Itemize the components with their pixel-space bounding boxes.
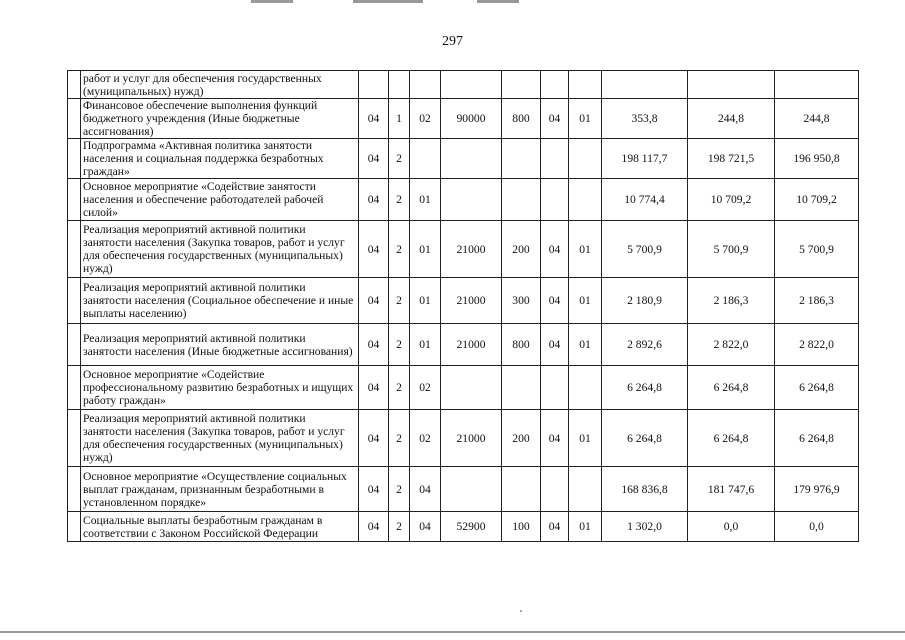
code-cell-rz: 04: [541, 221, 569, 278]
amount-cell-y3: 10 709,2: [775, 179, 859, 221]
code-cell-gp: 04: [359, 366, 389, 410]
code-cell-vr: [502, 71, 541, 99]
page-number: 297: [442, 34, 463, 49]
code-cell-vr: 200: [502, 221, 541, 278]
amount-cell-y2: 6 264,8: [688, 410, 775, 467]
amount-cell-y3: 5 700,9: [775, 221, 859, 278]
code-cell-rz: 04: [541, 324, 569, 366]
amount-cell-y2: 181 747,6: [688, 467, 775, 512]
code-cell-gp: 04: [359, 324, 389, 366]
code-cell-vr: 800: [502, 99, 541, 139]
code-cell-rz: 04: [541, 278, 569, 324]
code-cell-gp: [359, 71, 389, 99]
scan-edge-line: [0, 631, 905, 633]
blank-cell: [68, 278, 81, 324]
scan-edge-mark: [477, 0, 519, 3]
code-cell-pp: 2: [389, 221, 410, 278]
code-cell-om: 02: [410, 410, 441, 467]
row-name: Финансовое обеспечение выполнения функций бюджетного учреждения (Иные бюджетные ассигнования): [81, 99, 359, 139]
code-cell-pr: 01: [569, 512, 602, 542]
amount-cell-y1: 6 264,8: [602, 366, 688, 410]
row-name: Реализация мероприятий активной политики занятости населения (Закупка товаров, работ и услуг для обеспечения государственных (муниципальных) нужд): [81, 221, 359, 278]
row-name: Социальные выплаты безработным гражданам в соответствии с Законом Российской Федерации: [81, 512, 359, 542]
amount-cell-y1: [602, 71, 688, 99]
blank-cell: [68, 71, 81, 99]
table-row: [68, 71, 859, 99]
amount-cell-y3: 6 264,8: [775, 410, 859, 467]
code-cell-pr: 01: [569, 278, 602, 324]
code-cell-rz: [541, 139, 569, 179]
amount-cell-y1: 1 302,0: [602, 512, 688, 542]
code-cell-pp: 1: [389, 99, 410, 139]
code-cell-om: 04: [410, 467, 441, 512]
code-cell-rz: 04: [541, 512, 569, 542]
code-cell-gp: 04: [359, 512, 389, 542]
amount-cell-y3: 0,0: [775, 512, 859, 542]
code-cell-pp: 2: [389, 410, 410, 467]
scan-edge-mark: [353, 0, 423, 3]
code-cell-vr: 300: [502, 278, 541, 324]
code-cell-pp: 2: [389, 366, 410, 410]
code-cell-vr: [502, 139, 541, 179]
code-cell-vr: [502, 366, 541, 410]
code-cell-om: 01: [410, 278, 441, 324]
code-cell-dir: 90000: [441, 99, 502, 139]
code-cell-dir: [441, 179, 502, 221]
row-name: Реализация мероприятий активной политики занятости населения (Закупка товаров, работ и услуг для обеспечения государственных (муниципальных) нужд): [81, 410, 359, 467]
table-row: [68, 410, 859, 467]
row-name: Реализация мероприятий активной политики занятости населения (Иные бюджетные ассигнования): [81, 324, 359, 366]
code-cell-gp: 04: [359, 278, 389, 324]
code-cell-rz: [541, 366, 569, 410]
table-row: [68, 467, 859, 512]
code-cell-vr: 100: [502, 512, 541, 542]
blank-cell: [68, 139, 81, 179]
table-row: [68, 99, 859, 139]
code-cell-vr: 800: [502, 324, 541, 366]
code-cell-rz: [541, 71, 569, 99]
code-cell-pr: 01: [569, 324, 602, 366]
code-cell-dir: [441, 139, 502, 179]
amount-cell-y2: 10 709,2: [688, 179, 775, 221]
table-row: [68, 324, 859, 366]
blank-cell: [68, 366, 81, 410]
code-cell-pp: 2: [389, 278, 410, 324]
code-cell-rz: 04: [541, 410, 569, 467]
code-cell-om: 01: [410, 179, 441, 221]
code-cell-pr: [569, 467, 602, 512]
code-cell-gp: 04: [359, 179, 389, 221]
code-cell-pr: [569, 366, 602, 410]
blank-cell: [68, 467, 81, 512]
code-cell-vr: 200: [502, 410, 541, 467]
amount-cell-y2: 5 700,9: [688, 221, 775, 278]
code-cell-om: [410, 139, 441, 179]
blank-cell: [68, 179, 81, 221]
code-cell-om: [410, 71, 441, 99]
blank-cell: [68, 324, 81, 366]
code-cell-pr: 01: [569, 221, 602, 278]
row-name: Основное мероприятие «Содействие профессиональному развитию безработных и ищущих работу граждан»: [81, 366, 359, 410]
scan-edge-mark: [251, 0, 293, 3]
blank-cell: [68, 99, 81, 139]
code-cell-dir: [441, 467, 502, 512]
amount-cell-y2: 198 721,5: [688, 139, 775, 179]
code-cell-pr: [569, 71, 602, 99]
code-cell-om: 01: [410, 324, 441, 366]
table-row: [68, 139, 859, 179]
code-cell-dir: [441, 366, 502, 410]
code-cell-pr: 01: [569, 410, 602, 467]
amount-cell-y3: 244,8: [775, 99, 859, 139]
code-cell-dir: 21000: [441, 221, 502, 278]
table-row: [68, 179, 859, 221]
code-cell-pp: 2: [389, 139, 410, 179]
amount-cell-y3: 6 264,8: [775, 366, 859, 410]
amount-cell-y1: 10 774,4: [602, 179, 688, 221]
amount-cell-y1: 2 180,9: [602, 278, 688, 324]
code-cell-dir: 52900: [441, 512, 502, 542]
row-name: Подпрограмма «Активная политика занятости населения и социальная поддержка безработных граждан»: [81, 139, 359, 179]
code-cell-dir: [441, 71, 502, 99]
row-name: Основное мероприятие «Содействие занятости населения и обеспечение работодателей рабочей силой»: [81, 179, 359, 221]
code-cell-pr: [569, 179, 602, 221]
code-cell-om: 02: [410, 366, 441, 410]
amount-cell-y3: 179 976,9: [775, 467, 859, 512]
scan-speck: [520, 610, 522, 612]
code-cell-om: 04: [410, 512, 441, 542]
code-cell-pr: [569, 139, 602, 179]
code-cell-rz: [541, 467, 569, 512]
code-cell-gp: 04: [359, 221, 389, 278]
amount-cell-y2: 244,8: [688, 99, 775, 139]
code-cell-dir: 21000: [441, 278, 502, 324]
row-name: Основное мероприятие «Осуществление социальных выплат гражданам, признанным безработными в установленном порядке»: [81, 467, 359, 512]
code-cell-vr: [502, 467, 541, 512]
amount-cell-y3: 196 950,8: [775, 139, 859, 179]
blank-cell: [68, 512, 81, 542]
code-cell-pp: 2: [389, 179, 410, 221]
code-cell-pp: [389, 71, 410, 99]
code-cell-dir: 21000: [441, 324, 502, 366]
amount-cell-y2: [688, 71, 775, 99]
table-row: [68, 221, 859, 278]
code-cell-gp: 04: [359, 410, 389, 467]
code-cell-rz: 04: [541, 99, 569, 139]
blank-cell: [68, 221, 81, 278]
amount-cell-y3: [775, 71, 859, 99]
code-cell-dir: 21000: [441, 410, 502, 467]
code-cell-om: 01: [410, 221, 441, 278]
code-cell-pp: 2: [389, 467, 410, 512]
table-row: [68, 278, 859, 324]
amount-cell-y1: 2 892,6: [602, 324, 688, 366]
amount-cell-y1: 353,8: [602, 99, 688, 139]
amount-cell-y1: 168 836,8: [602, 467, 688, 512]
amount-cell-y1: 6 264,8: [602, 410, 688, 467]
amount-cell-y2: 6 264,8: [688, 366, 775, 410]
amount-cell-y1: 198 117,7: [602, 139, 688, 179]
code-cell-pp: 2: [389, 324, 410, 366]
table-row: [68, 512, 859, 542]
row-name: работ и услуг для обеспечения государственных (муниципальных) нужд): [81, 71, 359, 99]
code-cell-gp: 04: [359, 467, 389, 512]
amount-cell-y2: 2 186,3: [688, 278, 775, 324]
amount-cell-y2: 0,0: [688, 512, 775, 542]
code-cell-vr: [502, 179, 541, 221]
amount-cell-y2: 2 822,0: [688, 324, 775, 366]
code-cell-pr: 01: [569, 99, 602, 139]
blank-cell: [68, 410, 81, 467]
table-row: [68, 366, 859, 410]
amount-cell-y3: 2 822,0: [775, 324, 859, 366]
budget-table: [67, 70, 859, 542]
code-cell-gp: 04: [359, 99, 389, 139]
amount-cell-y1: 5 700,9: [602, 221, 688, 278]
code-cell-rz: [541, 179, 569, 221]
code-cell-om: 02: [410, 99, 441, 139]
amount-cell-y3: 2 186,3: [775, 278, 859, 324]
code-cell-pp: 2: [389, 512, 410, 542]
row-name: Реализация мероприятий активной политики занятости населения (Социальное обеспечение и иные выплаты населению): [81, 278, 359, 324]
code-cell-gp: 04: [359, 139, 389, 179]
